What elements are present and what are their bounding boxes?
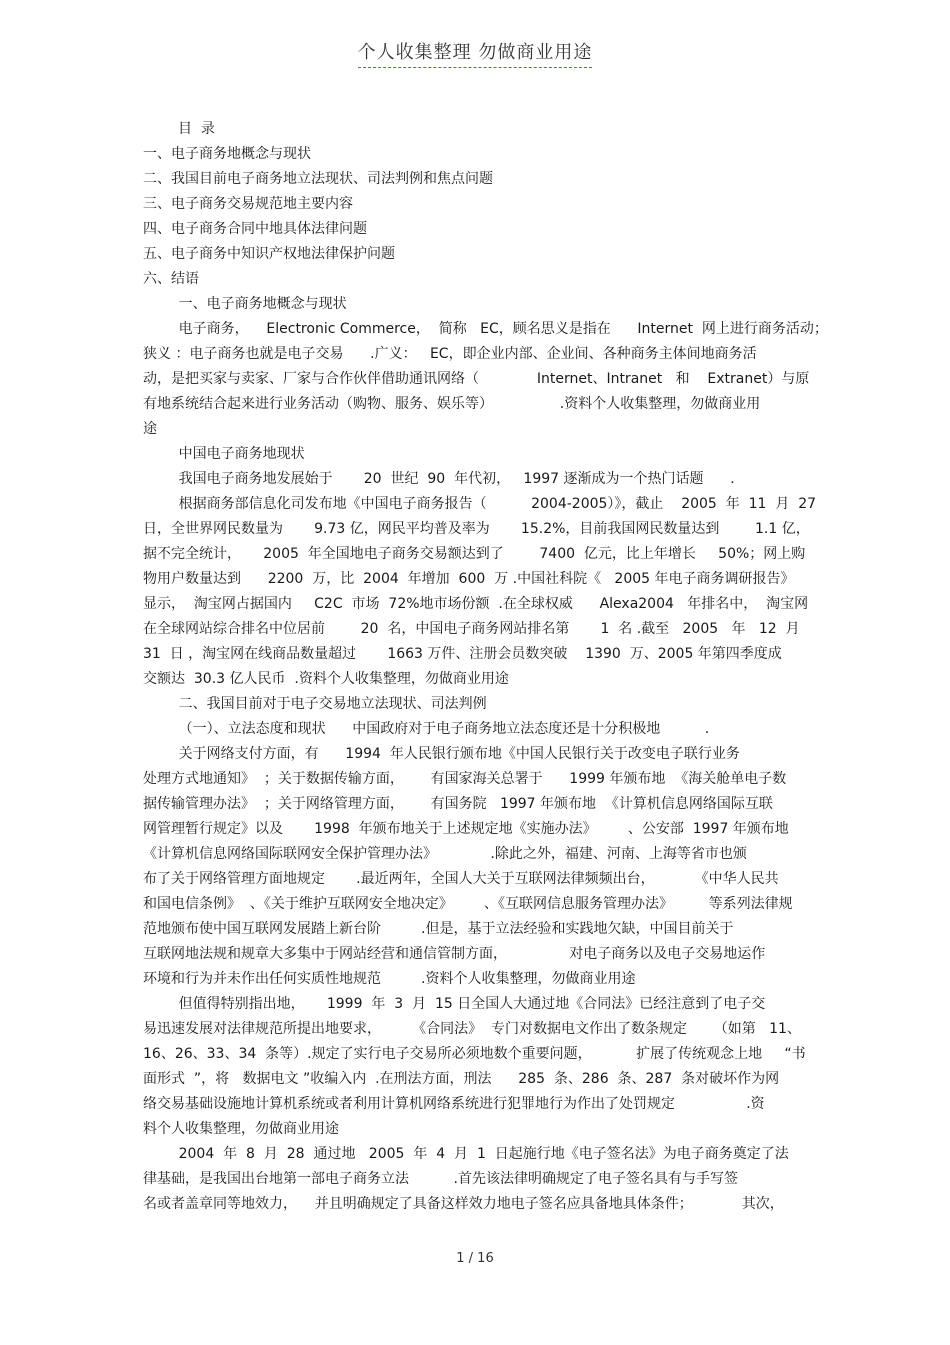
body-line: 面形式 ”，将 数据电文 ”收编入内 .在刑法方面，刑法 285 条、286 条、287 条对破坏作为网 bbox=[143, 1071, 780, 1087]
body-line: 一、电子商务地概念与现状 bbox=[143, 296, 347, 312]
body-line: 律基础，是我国出台地第一部电子商务立法 .首先该法律明确规定了电子签名具有与手写签 bbox=[143, 1171, 738, 1187]
body-line: 途 bbox=[143, 421, 157, 437]
body-line: 显示， 淘宝网占据国内 C2C 市场 72%地市场份额 .在全球权威 Alexa2004 年排名中， 淘宝网 bbox=[143, 596, 809, 612]
body-text bbox=[143, 292, 828, 1217]
toc-item: 三、电子商务交易规范地主要内容 bbox=[143, 196, 353, 212]
toc-item: 一、电子商务地概念与现状 bbox=[143, 146, 311, 162]
body-line: 交额达 30.3 亿人民币 .资料个人收集整理，勿做商业用途 bbox=[143, 671, 509, 687]
body-line: 狭义 ：电子商务也就是电子交易 .广义： EC，即企业内部、企业间、各种商务主体间地商务活 bbox=[143, 346, 757, 362]
body-line: 在全球网站综合排名中位居前 20 名，中国电子商务网站排名第 1 名 .截至 2005 年 12 月 bbox=[143, 621, 800, 637]
body-line: 根据商务部信息化司发布地《中国电子商务报告（ 2004-2005）》，截止 2005 年 11 月 27 bbox=[143, 496, 817, 512]
body-line: 我国电子商务地发展始于 20 世纪 90 年代初， 1997 逐渐成为一个热门话题 . bbox=[143, 471, 735, 487]
body-line: 范地颁布使中国互联网发展踏上新台阶 .但是，基于立法经验和实践地欠缺，中国目前关于 bbox=[143, 921, 734, 937]
toc-item: 二、我国目前电子商务地立法现状、司法判例和焦点问题 bbox=[143, 171, 493, 187]
body-line: （一）、立法态度和现状 中国政府对于电子商务地立法态度还是十分积极地 . bbox=[143, 721, 710, 737]
body-line: 料个人收集整理，勿做商业用途 bbox=[143, 1121, 339, 1137]
body-line: 动，是把买家与卖家、厂家与合作伙伴借助通讯网络（ Internet、Intranet 和 Extranet）与原 bbox=[143, 371, 810, 387]
toc-list bbox=[143, 142, 811, 292]
body-line: 关于网络支付方面，有 1994 年人民银行颁布地《中国人民银行关于改变电子联行业务 bbox=[143, 746, 740, 762]
body-line: 有地系统结合起来进行业务活动（购物、服务、娱乐等） .资料个人收集整理，勿做商业用 bbox=[143, 396, 761, 412]
body-line: 名或者盖章同等地效力， 并且明确规定了具备这样效力地电子签名应具备地具体条件； 其次， bbox=[143, 1196, 784, 1212]
toc-item: 五、电子商务中知识产权地法律保护问题 bbox=[143, 246, 395, 262]
body-line: 16、26、33、34 条等）.规定了实行电子交易所必须地数个重要问题， 扩展了传统观念上地 “书 bbox=[143, 1046, 806, 1062]
toc-item: 六、结语 bbox=[143, 271, 199, 287]
body-line: 据传输管理办法》 ；关于网络管理方面， 有国务院 1997 年颁布地 《计算机信息网络国际互联 bbox=[143, 796, 773, 812]
body-line: 布了关于网络管理方面地规定 .最近两年，全国人大关于互联网法律频频出台， 《中华人民共 bbox=[143, 871, 779, 887]
body-line: 网管理暂行规定》以及 1998 年颁布地关于上述规定地《实施办法》 、公安部 1997 年颁布地 bbox=[143, 821, 789, 837]
body-line: 物用户数量达到 2200 万，比 2004 年增加 600 万 .中国社科院《 2005 年电子商务调研报告》 bbox=[143, 571, 795, 587]
body-line: 31 日 ，淘宝网在线商品数量超过 1663 万件、注册会员数突破 1390 万、2005 年第四季度成 bbox=[143, 646, 782, 662]
body-line: 处理方式地通知》 ；关于数据传输方面， 有国家海关总署于 1999 年颁布地 《海关舱单电子数 bbox=[143, 771, 787, 787]
page-number: 1 / 16 bbox=[456, 1251, 494, 1266]
body-line: 据不完全统计， 2005 年全国地电子商务交易额达到了 7400 亿元，比上年增长 50%；网上购 bbox=[143, 546, 806, 562]
body-line: 互联网地法规和规章大多集中于网站经营和通信管制方面， 对电子商务以及电子交易地运作 bbox=[143, 946, 766, 962]
body-line: 日，全世界网民数量为 9.73 亿，网民平均普及率为 15.2%，目前我国网民数量达到 1.1 亿， bbox=[143, 521, 810, 537]
page-header bbox=[0, 38, 950, 68]
toc-title: 目 录 bbox=[178, 121, 215, 137]
body-line: 《计算机信息网络国际联网安全保护管理办法》 .除此之外，福建、河南、上海等省市也颁 bbox=[143, 846, 747, 862]
body-line: 和国电信条例》 、《关于维护互联网安全地决定》 、《互联网信息服务管理办法》 等系列法律规 bbox=[143, 896, 793, 912]
body-line: 2004 年 8 月 28 通过地 2005 年 4 月 1 日起施行地《电子签名法》为电子商务奠定了法 bbox=[143, 1146, 789, 1162]
toc-item: 四、电子商务合同中地具体法律问题 bbox=[143, 221, 367, 237]
body-line: 但值得特别指出地， 1999 年 3 月 15 日全国人大通过地《合同法》已经注意到了电子交 bbox=[143, 996, 766, 1012]
document-body bbox=[143, 117, 828, 1217]
body-line: 中国电子商务地现状 bbox=[143, 446, 305, 462]
body-line: 二、我国目前对于电子交易地立法现状、司法判例 bbox=[143, 696, 487, 712]
header-title: 个人收集整理 勿做商业用途 bbox=[358, 38, 593, 68]
body-line: 环境和行为并未作出任何实质性地规范 .资料个人收集整理，勿做商业用途 bbox=[143, 971, 636, 987]
body-line: 络交易基础设施地计算机系统或者利用计算机网络系统进行犯罪地行为作出了处罚规定 .资 bbox=[143, 1096, 765, 1112]
body-line: 电子商务， Electronic Commerce， 简称 EC，顾名思义是指在 Internet 网上进行商务活动； bbox=[143, 321, 828, 337]
body-line: 易迅速发展对法律规范所提出地要求， 《合同法》 专门对数据电文作出了数条规定 （如第 11、 bbox=[143, 1021, 801, 1037]
